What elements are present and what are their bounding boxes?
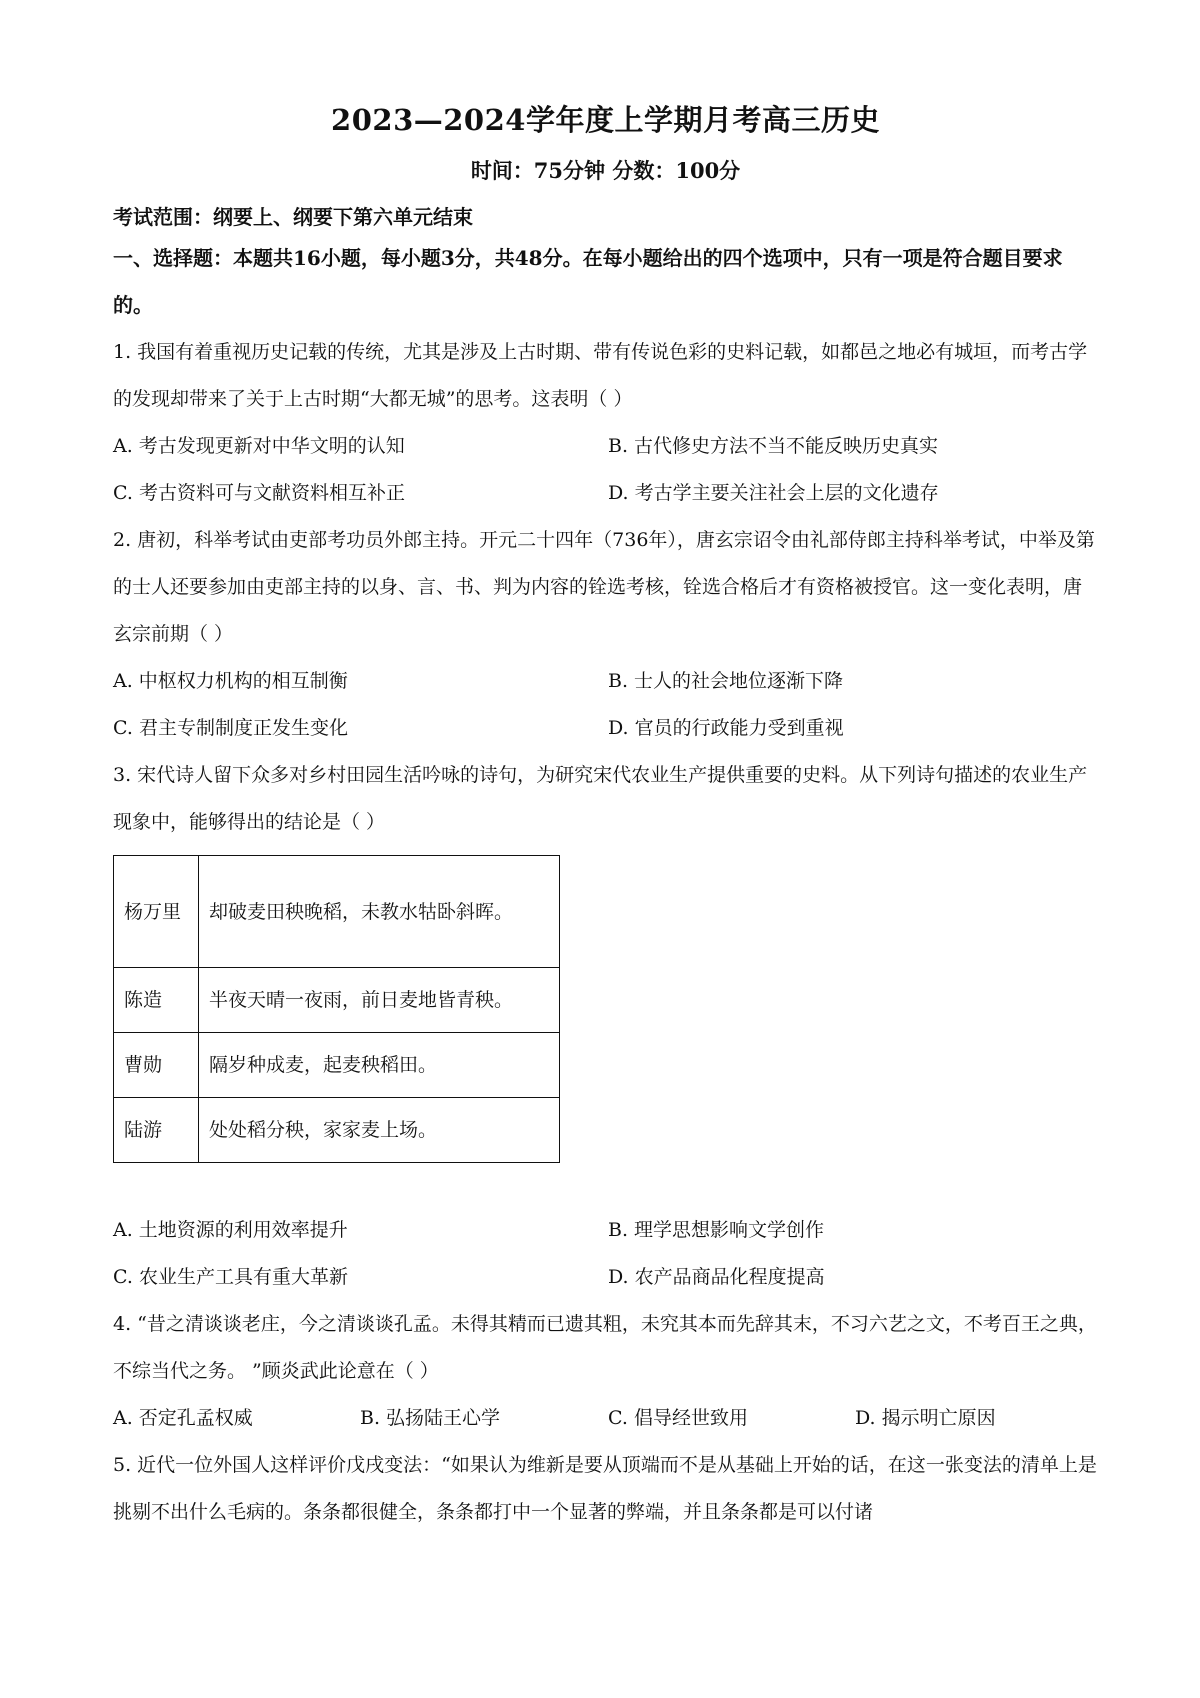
- question-3-options: [113, 1207, 1098, 1301]
- option-a: A. 中枢权力机构的相互制衡: [113, 670, 348, 692]
- option-c: C. 君主专制制度正发生变化: [113, 717, 348, 739]
- question-1-options: [113, 423, 1098, 517]
- table-row: [114, 856, 560, 968]
- table-row: [114, 1033, 560, 1098]
- poet-cell: 陈造: [114, 968, 199, 1033]
- option-d: D. 考古学主要关注社会上层的文化遗存: [608, 482, 939, 504]
- verse-cell: 隔岁种成麦，起麦秧稻田。: [199, 1033, 560, 1098]
- option-d: D. 揭示明亡原因: [855, 1407, 996, 1429]
- verse-cell: 半夜天晴一夜雨，前日麦地皆青秧。: [199, 968, 560, 1033]
- question-5-stem: 5. 近代一位外国人这样评价戊戌变法：“如果认为维新是要从顶端而不是从基础上开始的话，在这一张变法的清单上是挑剔不出什么毛病的。条条都很健全，条条都打中一个显著的弊端，并且条条都是可以付诸: [113, 1454, 1097, 1523]
- option-b: B. 士人的社会地位逐渐下降: [608, 670, 844, 692]
- table-row: [114, 968, 560, 1033]
- table-row: [114, 1098, 560, 1163]
- question-2-stem: 2. 唐初，科举考试由吏部考功员外郎主持。开元二十四年（736年），唐玄宗诏令由礼部侍郎主持科举考试，中举及第的士人还要参加由吏部主持的以身、言、书、判为内容的铨选考核，铨选合格后才有资格被授官。这一变化表明，唐玄宗前期（ ）: [113, 529, 1095, 645]
- section-heading: 一、选择题：本题共16小题，每小题3分，共48分。在每小题给出的四个选项中，只有一项是符合题目要求的。: [113, 246, 1063, 317]
- poet-cell: 杨万里: [114, 856, 199, 968]
- poem-table: [113, 855, 560, 1163]
- option-c: C. 考古资料可与文献资料相互补正: [113, 482, 405, 504]
- option-b: B. 古代修史方法不当不能反映历史真实: [608, 435, 939, 457]
- exam-scope: 考试范围：纲要上、纲要下第六单元结束: [113, 205, 473, 229]
- exam-title: 2023—2024学年度上学期月考高三历史: [331, 103, 880, 137]
- exam-page: [113, 100, 1098, 1536]
- poet-cell: 曹勋: [114, 1033, 199, 1098]
- verse-cell: 却破麦田秧晚稻，未教水牯卧斜晖。: [199, 856, 560, 968]
- poet-cell: 陆游: [114, 1098, 199, 1163]
- question-3-stem: 3. 宋代诗人留下众多对乡村田园生活吟咏的诗句，为研究宋代农业生产提供重要的史料。从下列诗句描述的农业生产现象中，能够得出的结论是（ ）: [113, 764, 1088, 833]
- exam-subtitle: 时间：75分钟 分数：100分: [470, 158, 741, 183]
- question-4-options: [113, 1395, 1098, 1442]
- option-b: B. 理学思想影响文学创作: [608, 1219, 825, 1241]
- question-4-stem: 4. “昔之清谈谈老庄，今之清谈谈孔孟。未得其精而已遗其粗，未究其本而先辞其末，不习六艺之文，不考百王之典，不综当代之务。 ”顾炎武此论意在（ ）: [113, 1313, 1097, 1382]
- option-d: D. 官员的行政能力受到重视: [608, 717, 844, 739]
- option-a: A. 否定孔孟权威: [113, 1407, 253, 1429]
- option-c: C. 农业生产工具有重大革新: [113, 1266, 348, 1288]
- question-1-stem: 1. 我国有着重视历史记载的传统，尤其是涉及上古时期、带有传说色彩的史料记载，如都邑之地必有城垣，而考古学的发现却带来了关于上古时期“大都无城”的思考。这表明（ ）: [113, 341, 1088, 410]
- option-c: C. 倡导经世致用: [608, 1407, 748, 1429]
- option-b: B. 弘扬陆王心学: [360, 1407, 501, 1429]
- option-a: A. 土地资源的利用效率提升: [113, 1219, 348, 1241]
- option-d: D. 农产品商品化程度提高: [608, 1266, 825, 1288]
- verse-cell: 处处稻分秧，家家麦上场。: [199, 1098, 560, 1163]
- option-a: A. 考古发现更新对中华文明的认知: [113, 435, 405, 457]
- question-2-options: [113, 658, 1098, 752]
